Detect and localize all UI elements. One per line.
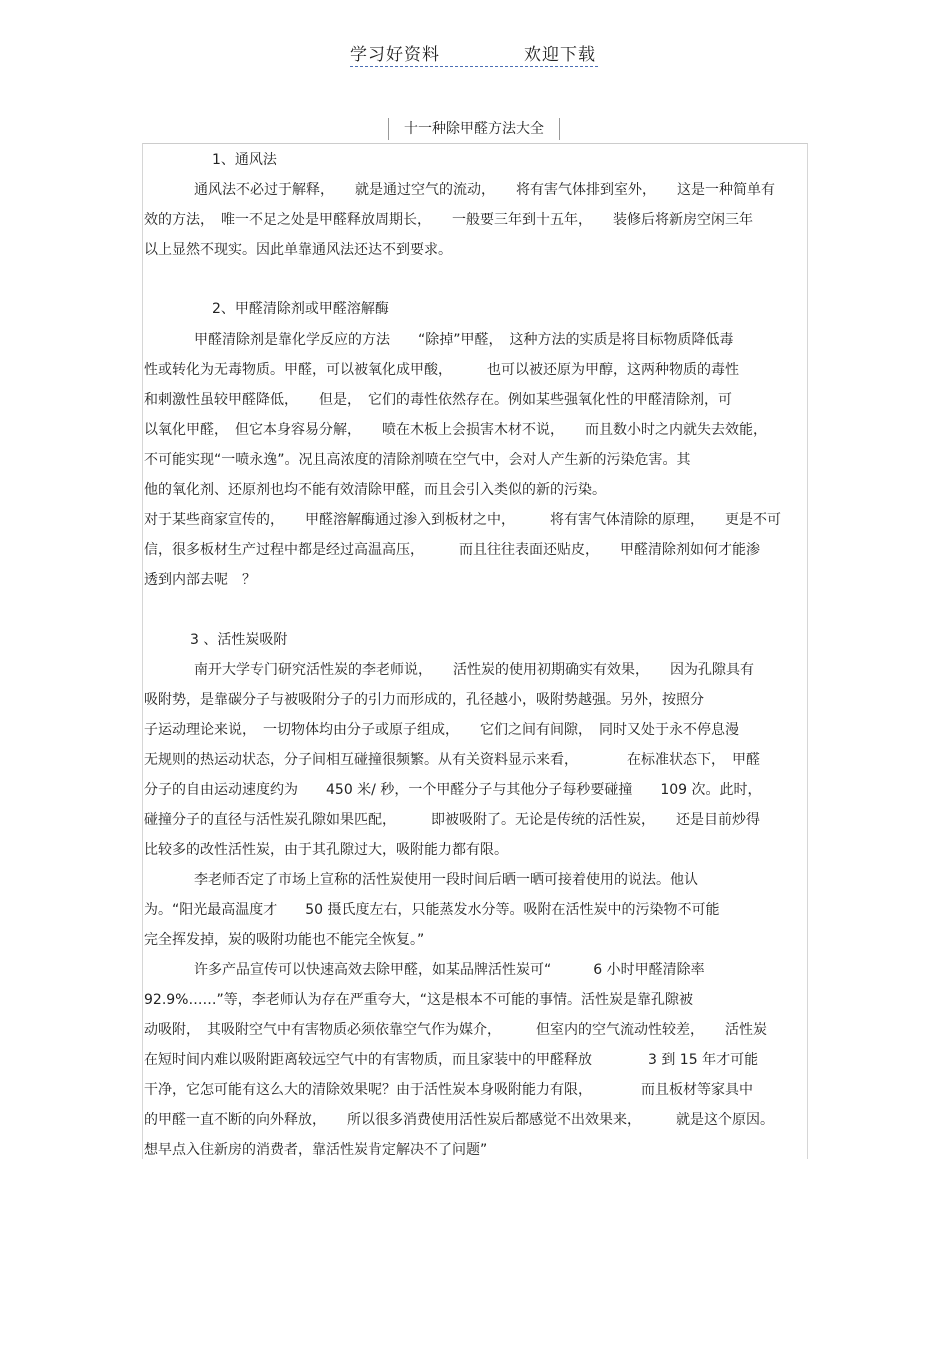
- paragraph-line: 通风法不必过于解释， 就是通过空气的流动， 将有害气体排到室外， 这是一种简单有: [194, 182, 775, 198]
- paragraph-line: 为。“阳光最高温度才 50 摄氏度左右，只能蒸发水分等。吸附在活性炭中的污染物不可能: [144, 902, 720, 918]
- paragraph-line: 比较多的改性活性炭，由于其孔隙过大，吸附能力都有限。: [144, 842, 508, 858]
- paragraph-line: 李老师否定了市场上宣称的活性炭使用一段时间后晒一晒可接着使用的说法。他认: [194, 872, 698, 888]
- paragraph-line: 分子的自由运动速度约为 450 米/ 秒，一个甲醛分子与其他分子每秒要碰撞 109 次。此时，: [144, 782, 762, 798]
- paragraph-line: 想早点入住新房的消费者，靠活性炭肯定解决不了问题”: [144, 1142, 488, 1158]
- paragraph-line: 甲醛清除剂是靠化学反应的方法 “除掉”甲醛， 这种方法的实质是将目标物质降低毒: [194, 332, 734, 348]
- paragraph-line: 和刺激性虽较甲醛降低， 但是， 它们的毒性依然存在。例如某些强氧化性的甲醛清除剂，可: [144, 392, 732, 408]
- paragraph-line: 子运动理论来说， 一切物体均由分子或原子组成， 它们之间有间隙， 同时又处于永不停息漫: [144, 722, 739, 738]
- paragraph-line: 92.9%……”等，李老师认为存在严重夸大，“这是根本不可能的事情。活性炭是靠孔隙被: [144, 992, 693, 1008]
- document-title: 十一种除甲醛方法大全: [388, 118, 560, 140]
- paragraph-line: 的甲醛一直不断的向外释放， 所以很多消费使用活性炭后都感觉不出效果来， 就是这个原因。: [144, 1112, 774, 1128]
- paragraph-line: 南开大学专门研究活性炭的李老师说， 活性炭的使用初期确实有效果， 因为孔隙具有: [194, 662, 754, 678]
- paragraph-line: 碰撞分子的直径与活性炭孔隙如果匹配， 即被吸附了。无论是传统的活性炭， 还是目前炒得: [144, 812, 760, 828]
- paragraph-line: 性或转化为无毒物质。甲醛，可以被氧化成甲酸， 也可以被还原为甲醇，这两种物质的毒性: [144, 362, 739, 378]
- paragraph-line: 在短时间内难以吸附距离较远空气中的有害物质，而且家装中的甲醛释放 3 到 15 年才可能: [144, 1052, 759, 1068]
- paragraph-line: 以上显然不现实。因此单靠通风法还达不到要求。: [144, 242, 452, 258]
- paragraph-line: 信，很多板材生产过程中都是经过高温高压， 而且往往表面还贴皮， 甲醛清除剂如何才能渗: [144, 542, 760, 558]
- paragraph-line: 以氧化甲醛， 但它本身容易分解， 喷在木板上会损害木材不说， 而且数小时之内就失去效能，: [144, 422, 767, 438]
- paragraph-line: 对于某些商家宣传的， 甲醛溶解酶通过渗入到板材之中， 将有害气体清除的原理， 更是不可: [144, 512, 781, 528]
- paragraph-line: 动吸附， 其吸附空气中有害物质必须依靠空气作为媒介， 但室内的空气流动性较差， 活性炭: [144, 1022, 767, 1038]
- header-right-text: 欢迎下载: [524, 45, 596, 65]
- paragraph-line: 许多产品宣传可以快速高效去除甲醛，如某品牌活性炭可“ 6 小时甲醛清除率: [194, 962, 705, 978]
- header-left-text: 学习好资料: [350, 45, 440, 65]
- page-header: [350, 40, 598, 67]
- paragraph-line: 透到内部去呢 ？: [144, 572, 256, 588]
- section-heading-ventilation: 1、通风法: [212, 152, 277, 168]
- paragraph-line: 吸附势，是靠碳分子与被吸附分子的引力而形成的，孔径越小，吸附势越强。另外，按照分: [144, 692, 704, 708]
- section-heading-remover: 2、甲醛清除剂或甲醛溶解酶: [212, 301, 389, 317]
- paragraph-line: 无规则的热运动状态，分子间相互碰撞很频繁。从有关资料显示来看， 在标准状态下， 甲醛: [144, 752, 760, 768]
- paragraph-line: 完全挥发掉，炭的吸附功能也不能完全恢复。”: [144, 932, 425, 948]
- paragraph-line: 效的方法， 唯一不足之处是甲醛释放周期长， 一般要三年到十五年， 装修后将新房空闲三年: [144, 212, 753, 228]
- paragraph-line: 干净，它怎可能有这么大的清除效果呢？由于活性炭本身吸附能力有限， 而且板材等家具中: [144, 1082, 753, 1098]
- section-heading-activated-carbon: 3 、活性炭吸附: [190, 632, 288, 648]
- paragraph-line: 他的氧化剂、还原剂也均不能有效清除甲醛，而且会引入类似的新的污染。: [144, 482, 606, 498]
- paragraph-line: 不可能实现“一喷永逸”。况且高浓度的清除剂喷在空气中，会对人产生新的污染危害。其: [144, 452, 691, 468]
